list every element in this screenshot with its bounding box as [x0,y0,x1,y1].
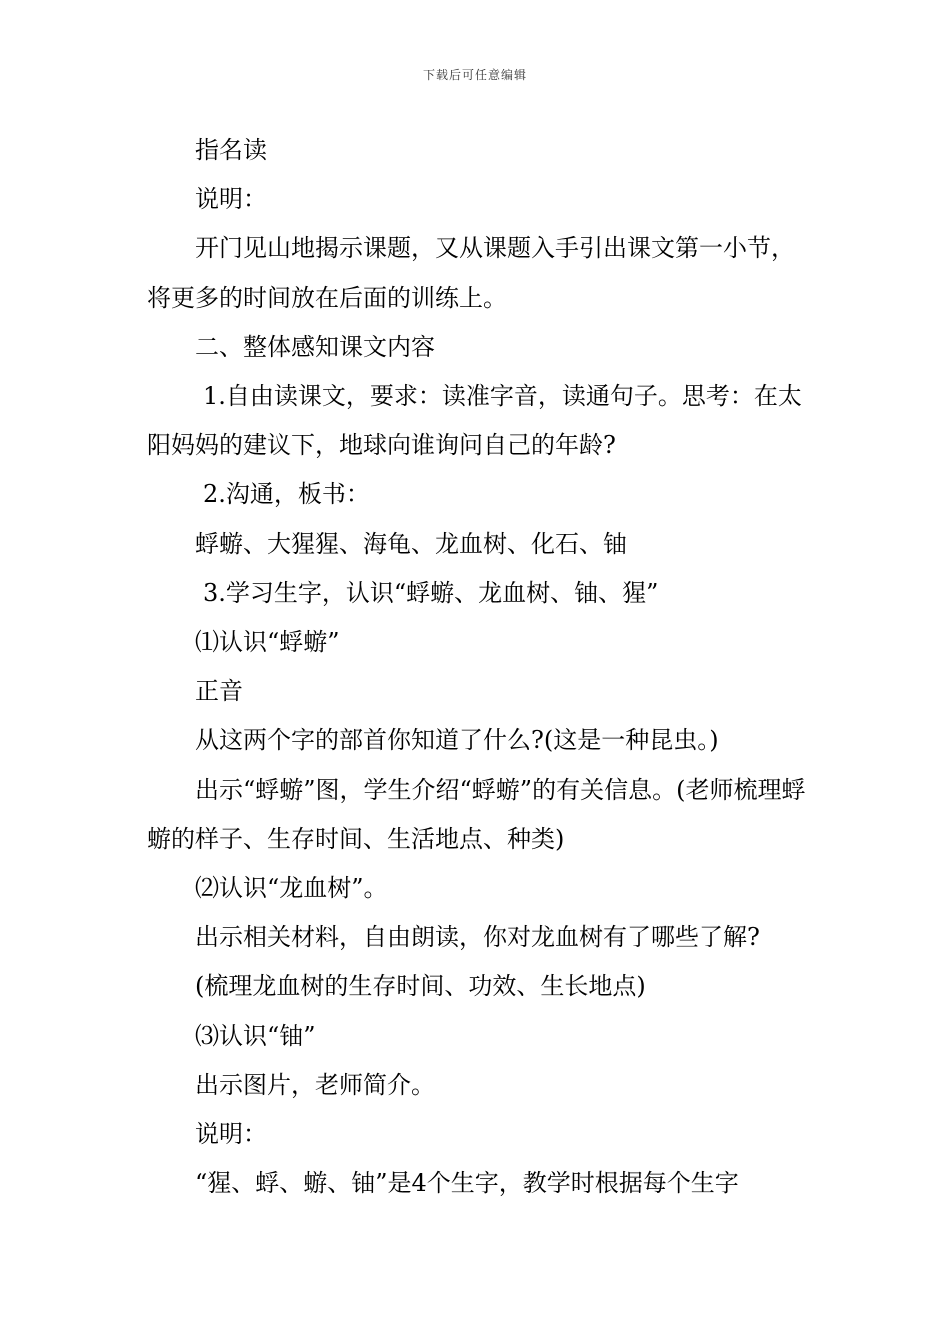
paragraph: ⑵认识“龙血树”。 [195,874,388,903]
paragraph: ⑶认识“铀” [195,1021,316,1050]
paragraph: 正音 [195,677,243,706]
section-heading: 二、整体感知课文内容 [195,332,435,361]
paragraph: 开门见山地揭示课题，又从课题入手引出课文第一小节，将更多的时间放在后面的训练上。 [147,234,795,312]
paragraph: 2.沟通，板书： [203,480,370,509]
paragraph: 蜉蝣、大猩猩、海龟、龙血树、化石、铀 [195,529,627,558]
paragraph: ⑴认识“蜉蝣” [195,628,340,657]
document-body [147,126,812,1208]
paragraph: “猩、蜉、蝣、铀”是4个生字，教学时根据每个生字 [195,1169,739,1198]
paragraph: 出示相关材料，自由朗读，你对龙血树有了哪些了解? [195,923,760,952]
paragraph: 说明： [195,185,267,214]
paragraph: 说明： [195,1120,267,1149]
paragraph: 从这两个字的部首你知道了什么?(这是一种昆虫。) [195,726,719,755]
paragraph: 指名读 [195,136,267,164]
paragraph: 出示图片，老师简介。 [195,1070,435,1099]
paragraph: 3.学习生字，认识“蜉蝣、龙血树、铀、猩” [203,578,659,607]
paragraph: (梳理龙血树的生存时间、功效、生长地点) [195,972,646,1001]
page-header-note: 下载后可任意编辑 [422,68,527,82]
paragraph: 出示“蜉蝣”图，学生介绍“蜉蝣”的有关信息。(老师梳理蜉蝣的样子、生存时间、生活地点、种类) [147,775,806,853]
paragraph: 1.自由读课文，要求：读准字音，读通句子。思考：在太阳妈妈的建议下，地球向谁询问自己的年龄? [147,382,802,460]
